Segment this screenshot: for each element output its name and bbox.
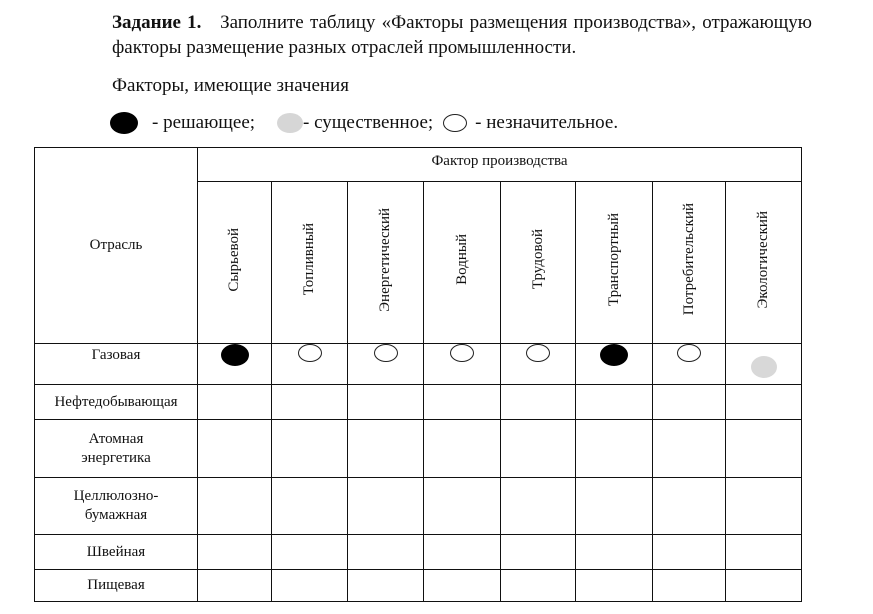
factor-name: Потребительский [680, 203, 697, 316]
branch-name: Целлюлозно-бумажная [35, 478, 198, 535]
white-circle-icon [298, 344, 322, 362]
legend [110, 112, 618, 134]
white-circle-icon [450, 344, 474, 362]
grey-circle-icon [751, 356, 777, 378]
branch-name: Атомная энергетика [35, 420, 198, 478]
factor-name: Транспортный [605, 213, 622, 306]
white-circle-icon [677, 344, 701, 362]
task-text [112, 10, 812, 60]
grey-circle-icon [277, 113, 303, 133]
factor-name: Энергетический [377, 207, 393, 312]
task-description: Заполните таблицу «Факторы размещения производства», отражающую факторы размещение разных отраслей промышленности. [112, 12, 813, 58]
factors-intro: Факторы, имеющие значения [112, 75, 349, 96]
branch-name: Газовая [35, 344, 198, 385]
factors-table [34, 147, 802, 602]
branch-name: Пищевая [35, 570, 198, 602]
factor-name: Сырьевой [226, 227, 242, 292]
factor-name: Топливный [301, 223, 317, 296]
black-circle-icon [110, 112, 138, 134]
table-row [35, 344, 802, 385]
white-circle-icon [374, 344, 398, 362]
legend-significant: - существенное; [303, 112, 434, 133]
white-circle-icon [526, 344, 550, 362]
branch-header: Отрасль [35, 148, 198, 344]
table-row [35, 478, 802, 535]
black-circle-icon [600, 344, 628, 366]
factor-name: Трудовой [529, 229, 546, 290]
table-row [35, 385, 802, 420]
factor-name: Экологический [755, 210, 771, 309]
factor-name: Водный [453, 234, 470, 285]
task-label: Задание 1. [112, 12, 202, 33]
white-circle-icon [443, 114, 467, 132]
table-row [35, 570, 802, 602]
black-circle-icon [221, 344, 249, 366]
branch-name: Швейная [35, 535, 198, 570]
legend-insignificant: - незначительное. [475, 112, 619, 133]
factor-header: Фактор производства [198, 148, 802, 182]
table-row [35, 535, 802, 570]
table-header-row [35, 148, 802, 182]
branch-name: Нефтедобывающая [35, 385, 198, 420]
legend-decisive: - решающее; [152, 112, 256, 133]
table-row [35, 420, 802, 478]
